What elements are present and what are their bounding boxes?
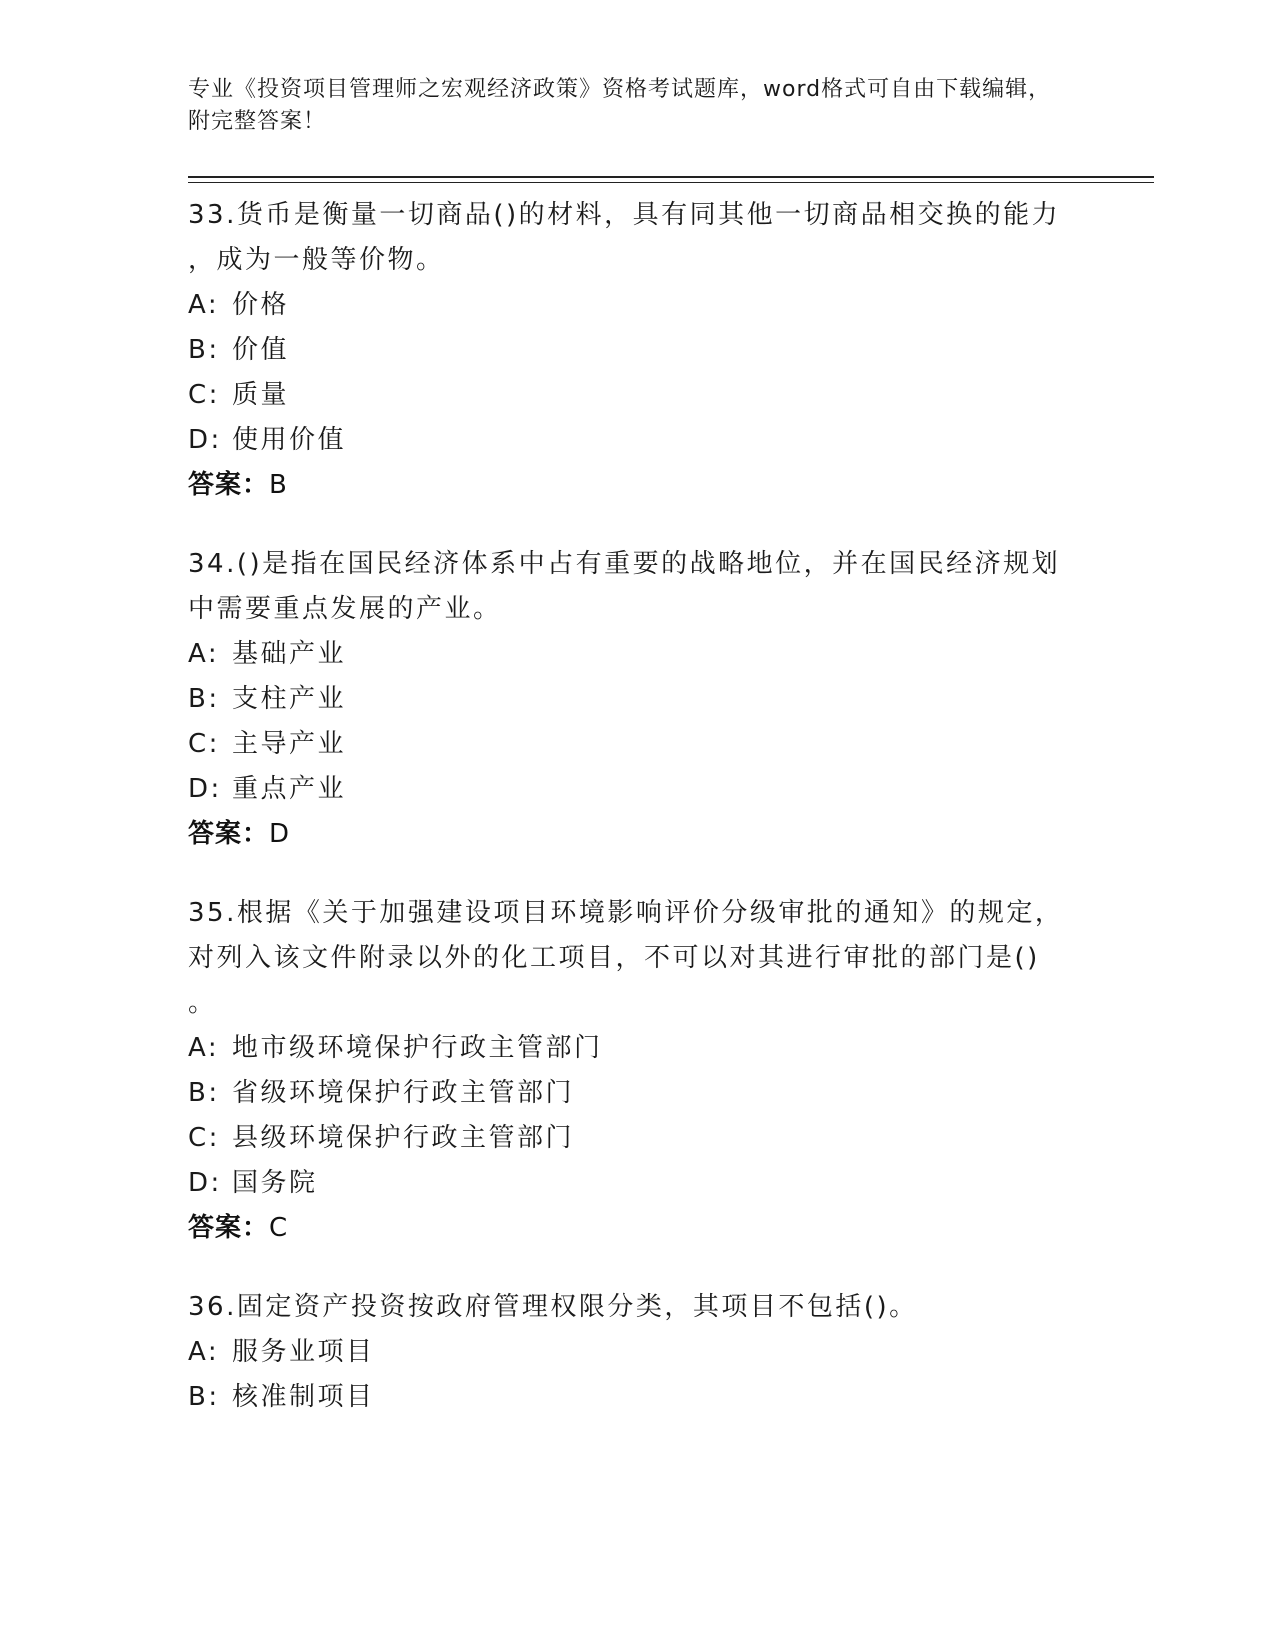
option-a xyxy=(188,632,1088,677)
option-text: 核准制项目 xyxy=(232,1382,375,1412)
question-text-line: 对列入该文件附录以外的化工项目，不可以对其进行审批的部门是() xyxy=(188,943,1040,973)
option-b xyxy=(188,677,1088,722)
option-letter: A: xyxy=(188,639,220,669)
question-list xyxy=(188,193,1088,1454)
option-text: 基础产业 xyxy=(232,639,347,669)
answer-line xyxy=(188,1206,1088,1251)
question-text-line: 36.固定资产投资按政府管理权限分类，其项目不包括()。 xyxy=(188,1292,918,1322)
question-text-line: 。 xyxy=(188,988,217,1018)
option-text: 省级环境保护行政主管部门 xyxy=(232,1078,575,1108)
answer-line xyxy=(188,812,1088,857)
option-letter: A: xyxy=(188,1337,220,1367)
option-letter: D: xyxy=(188,774,222,804)
header-divider-thin xyxy=(188,182,1154,183)
question-text-line: 34.()是指在国民经济体系中占有重要的战略地位，并在国民经济规划 xyxy=(188,549,1061,579)
option-a xyxy=(188,1026,1088,1071)
option-letter: C: xyxy=(188,729,220,759)
option-text: 质量 xyxy=(232,380,290,410)
question-36 xyxy=(188,1285,1088,1420)
option-text: 县级环境保护行政主管部门 xyxy=(232,1123,575,1153)
document-intro: 专业《投资项目管理师之宏观经济政策》资格考试题库，word格式可自由下载编辑，附完整答案！ xyxy=(188,77,1052,134)
option-b xyxy=(188,328,1088,373)
option-b xyxy=(188,1071,1088,1116)
option-letter: B: xyxy=(188,335,220,365)
answer-label: 答案： xyxy=(188,819,270,849)
answer-value: B xyxy=(269,470,288,500)
answer-line xyxy=(188,463,1088,508)
answer-value: C xyxy=(269,1213,289,1243)
option-text: 支柱产业 xyxy=(232,684,347,714)
option-letter: B: xyxy=(188,684,220,714)
option-text: 使用价值 xyxy=(232,425,347,455)
option-b xyxy=(188,1375,1088,1420)
question-33 xyxy=(188,193,1088,508)
option-c xyxy=(188,722,1088,767)
question-34 xyxy=(188,542,1088,857)
question-text-line: 中需要重点发展的产业。 xyxy=(188,594,502,624)
option-text: 地市级环境保护行政主管部门 xyxy=(232,1033,603,1063)
option-d xyxy=(188,1161,1088,1206)
option-a xyxy=(188,283,1088,328)
option-letter: A: xyxy=(188,1033,220,1063)
option-a xyxy=(188,1330,1088,1375)
question-35 xyxy=(188,891,1088,1251)
option-d xyxy=(188,767,1088,812)
option-text: 价值 xyxy=(232,335,290,365)
option-letter: B: xyxy=(188,1382,220,1412)
option-letter: C: xyxy=(188,380,220,410)
option-letter: A: xyxy=(188,290,220,320)
option-letter: D: xyxy=(188,1168,222,1198)
option-letter: D: xyxy=(188,425,222,455)
option-d xyxy=(188,418,1088,463)
answer-label: 答案： xyxy=(188,470,270,500)
question-text-line: 33.货币是衡量一切商品()的材料，具有同其他一切商品相交换的能力 xyxy=(188,200,1061,230)
option-letter: B: xyxy=(188,1078,220,1108)
option-text: 主导产业 xyxy=(232,729,347,759)
option-letter: C: xyxy=(188,1123,220,1153)
option-text: 国务院 xyxy=(232,1168,318,1198)
option-text: 价格 xyxy=(232,290,290,320)
header-divider-thick xyxy=(188,176,1154,178)
option-c xyxy=(188,373,1088,418)
answer-label: 答案： xyxy=(188,1213,270,1243)
question-text-line: ，成为一般等价物。 xyxy=(188,245,445,275)
option-text: 重点产业 xyxy=(232,774,347,804)
option-c xyxy=(188,1116,1088,1161)
answer-value: D xyxy=(269,819,291,849)
question-text-line: 35.根据《关于加强建设项目环境影响评价分级审批的通知》的规定， xyxy=(188,898,1064,928)
option-text: 服务业项目 xyxy=(232,1337,375,1367)
